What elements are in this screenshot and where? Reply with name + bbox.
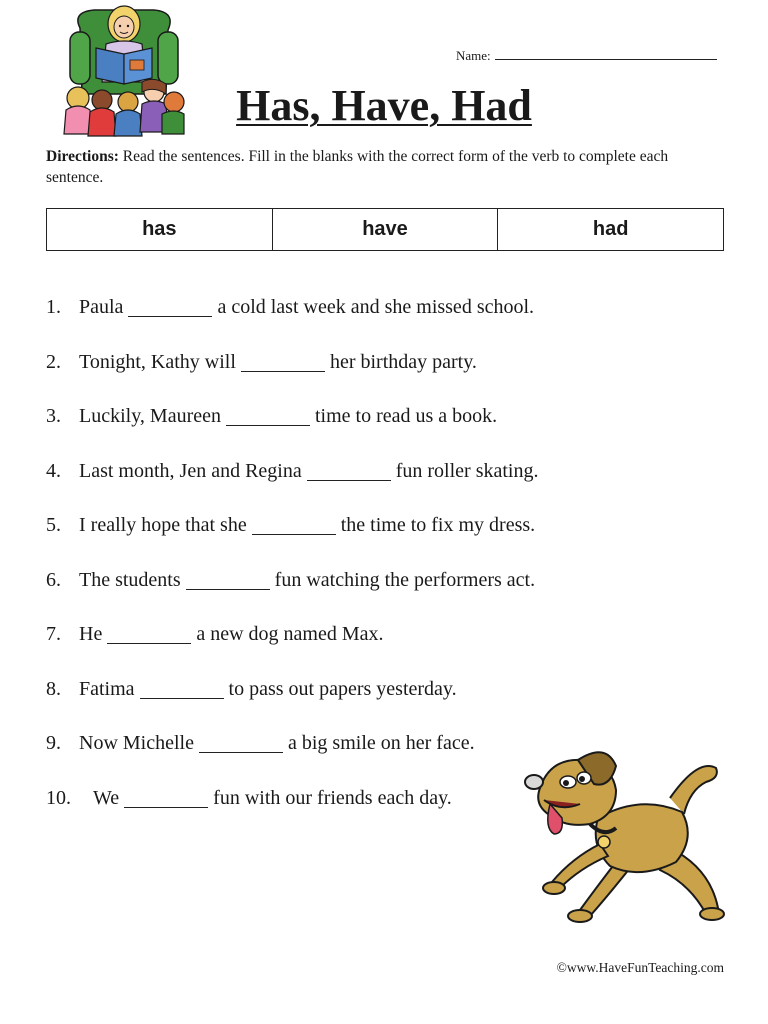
question-before: I really hope that she [79,514,247,536]
answer-blank[interactable] [241,351,325,372]
question-item [46,569,538,624]
question-after: fun roller skating. [395,459,539,482]
word-bank-has: has [47,209,273,250]
directions-label: Directions: [46,148,119,165]
question-list [46,296,538,841]
answer-blank[interactable] [307,460,391,481]
question-item [46,623,538,678]
question-number: 5. [46,514,61,536]
question-number: 7. [46,623,61,645]
question-after: a cold last week and she missed school. [217,296,535,318]
word-bank-have: have [273,209,499,250]
name-field[interactable] [456,47,717,64]
question-before: Now Michelle [79,732,194,754]
directions [46,146,726,188]
question-number: 4. [46,459,61,482]
question-before: Last month, Jen and Regina [79,459,302,482]
question-before: The students [79,568,181,591]
answer-blank[interactable] [124,787,208,808]
question-after: fun with our friends each day. [213,786,452,809]
question-number: 9. [46,732,61,754]
copyright-footer: ©www.HaveFunTeaching.com [556,960,724,975]
question-before: Tonight, Kathy will [79,350,236,373]
question-after: to pass out papers yesterday. [228,677,457,700]
question-item [46,296,538,351]
question-number: 3. [46,405,61,427]
question-after: time to read us a book. [314,405,498,427]
answer-blank[interactable] [199,732,283,753]
running-dog-clipart [520,738,730,938]
page-title: Has, Have, Had [236,81,532,130]
question-after: a big smile on her face. [287,732,475,754]
question-before: Luckily, Maureen [79,405,221,427]
answer-blank[interactable] [140,678,224,699]
name-label: Name: [456,48,491,63]
question-after: the time to fix my dress. [340,514,536,536]
question-number: 1. [46,296,61,318]
question-number: 6. [46,568,61,591]
question-after: her birthday party. [329,350,477,373]
question-after: a new dog named Max. [196,623,384,645]
answer-blank[interactable] [226,405,310,426]
answer-blank[interactable] [186,569,270,590]
word-bank [46,208,724,251]
question-item [46,678,538,733]
question-item [46,732,538,787]
question-number: 8. [46,677,61,700]
question-number: 2. [46,350,61,373]
question-item [46,514,538,569]
question-item [46,351,538,406]
question-item [46,460,538,515]
answer-blank[interactable] [252,514,336,535]
question-before: We [93,786,120,809]
directions-text: Read the sentences. Fill in the blanks with the correct form of the verb to complete each sentence. [46,148,669,186]
question-before: He [79,623,103,645]
word-bank-had: had [592,218,629,240]
question-item [46,787,538,842]
answer-blank[interactable] [128,296,212,317]
name-blank-line[interactable] [495,47,717,60]
question-item [46,405,538,460]
answer-blank[interactable] [107,623,191,644]
question-after: fun watching the performers act. [274,568,536,591]
question-before: Paula [79,296,124,318]
question-number: 10. [46,786,71,809]
question-before: Fatima [79,677,135,700]
